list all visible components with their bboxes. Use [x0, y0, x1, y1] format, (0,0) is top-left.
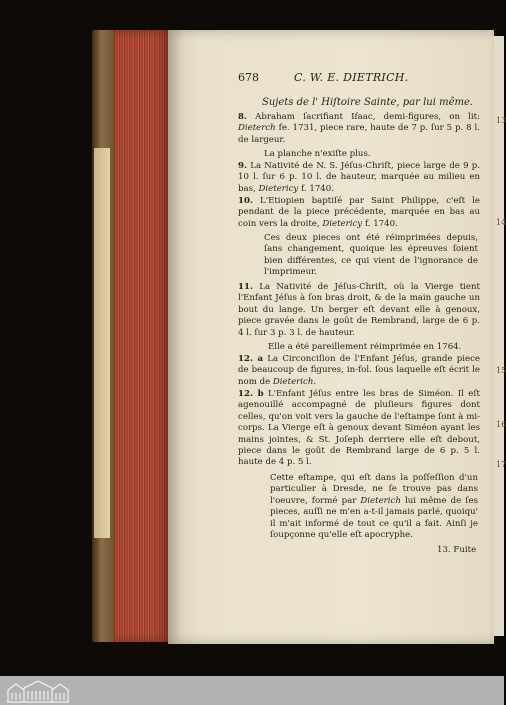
entry-text-end: fe. 1731, piece rare, haute de 7 p. ſur 5 p. 8 l. de largeur. [238, 123, 480, 145]
entry-text: L'Etiopien baptiſé par Saint Philippe, c'eſt le pendant de la piece précédente, marquée en bas au coin vers la droite, [238, 196, 480, 229]
page-number: 678 [238, 71, 259, 84]
entry-number: 12. b [238, 389, 264, 399]
note-italic: Dieterich [360, 495, 401, 506]
library-building-logo [6, 678, 70, 703]
entry-number: 9. [238, 161, 247, 171]
note-8: La planche n'exiſte plus. [264, 149, 371, 159]
note-12b [270, 473, 478, 541]
entry-11 [238, 282, 480, 339]
entry-number: 10. [238, 196, 253, 206]
margin-number: 15 [496, 366, 506, 375]
margin-number: 17 [496, 460, 506, 469]
entry-italic: Dieterich [272, 376, 314, 387]
note-text: Cette eſtampe, qui eſt dans la poſſeſſion d'un particulier à Dresde, ne ſe trouve pas dans l'oeuvre, formé par [270, 473, 478, 506]
entry-italic: Dietericy [322, 218, 363, 229]
section-title: Sujets de l' Hiſtoire Sainte, par lui même. [262, 97, 474, 108]
running-title: C. W. E. DIETRICH. [294, 71, 409, 84]
entry-text: Abraham ſacrifiant Iſaac, demi-figures, on lit: [255, 112, 480, 122]
note-11: Elle a été pareillement réimprimée en 1764. [268, 342, 462, 352]
entry-italic: Dieterch [238, 123, 276, 134]
entry-number: 8. [238, 112, 247, 122]
page-block-edge [114, 30, 170, 642]
entry-8 [238, 112, 480, 146]
note-text-end: lui même de ſes pieces, auſſi ne m'en a-t-il jamais parlé, quoiqu' il m'ait informé de tout ce qu'il a fait. Ainſi je ſoupçonne qu'elle eſt apocryphe. [270, 495, 478, 541]
facing-page-edge [494, 36, 504, 636]
entry-number: 11. [238, 282, 253, 292]
catchword: 13. Fuite [437, 545, 477, 555]
measuring-strip [94, 148, 110, 538]
margin-number: 13 [496, 116, 506, 125]
entry-text: La Circonciſion de l'Enfant Jéſus, grande piece de beaucoup de figures, in-fol. ſous laquelle eſt écrit le nom de [238, 354, 480, 387]
footer-bar [0, 676, 504, 705]
note-10: Ces deux pieces ont été réimprimées depuis, ſans changement, quoique les épreuves ſoient bien différentes, ce qui vient de l'ignorance de l'imprimeur. [264, 233, 478, 278]
entry-number: 12. a [238, 354, 264, 364]
margin-number: 16 [496, 420, 506, 429]
entry-12b [238, 389, 480, 469]
entry-12a [238, 354, 480, 388]
page-header [238, 71, 484, 85]
entry-text-end: f. 1740. [298, 183, 334, 194]
entry-text-end: . [313, 376, 317, 387]
entry-text-end: f. 1740. [362, 218, 398, 229]
entry-9 [238, 161, 480, 195]
entry-text: La Nativité de N. S. Jéſus-Chriſt, piece large de 9 p. 10 l. ſur 6 p. 10 l. de hauteur, marquée au milieu en bas, [238, 161, 481, 194]
entry-10 [238, 196, 480, 230]
margin-number: 14 [496, 218, 506, 227]
entry-text: La Nativité de Jéſus-Chriſt, où la Vierge tient l'Enfant Jéſus à ſon bras droit, & de la main gauche un bout du lange. Un berger eſt devant elle à genoux, piece gravée dans le goût de Rembrand, large de 6 p. 4 l. ſur 3 p. 3 l. de hauteur. [238, 282, 480, 338]
entry-italic: Dietericy [258, 183, 299, 194]
entry-text: L'Enfant Jéſus entre les bras de Siméon. Il eſt agenouillé accompagné de pluſieurs figures dont celles, qu'on voit vers la gauche de l'eſtampe ſont à mi-corps. La Vierge eſt à genoux devant Siméon ayant les mains jointes, & St. Joſeph derriere elle eſt debout, piece dans le goût de Rembrand large de 6 p. 5 l. haute de 4 p. 5 l. [238, 389, 480, 468]
